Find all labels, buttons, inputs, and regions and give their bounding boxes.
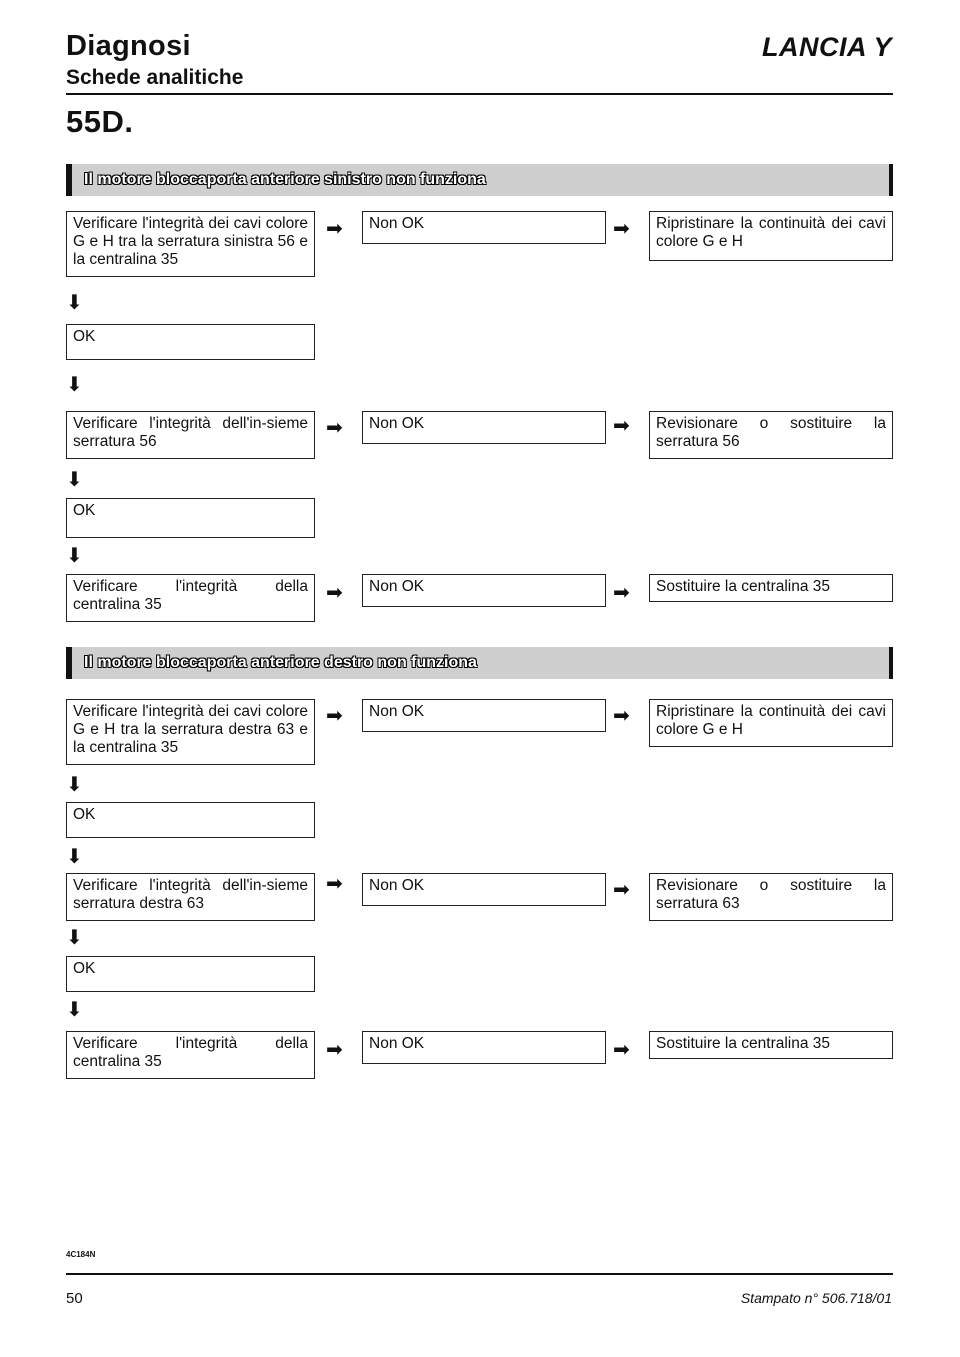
- header-divider: [66, 93, 893, 95]
- s1-step1-nok-box: Non OK: [362, 211, 606, 244]
- right-arrow-icon: ➡: [326, 1039, 343, 1061]
- down-arrow-icon: ⬇: [66, 545, 83, 567]
- page-title: Diagnosi: [66, 30, 191, 62]
- s1-step1-action-box: Ripristinare la continuità dei cavi colore G e H: [649, 211, 893, 261]
- s1-step3-nok-box: Non OK: [362, 574, 606, 607]
- print-reference: Stampato n° 506.718/01: [740, 1290, 892, 1306]
- section1-banner: Il motore bloccaporta anteriore sinistro non funziona: [66, 164, 893, 196]
- right-arrow-icon: ➡: [613, 705, 630, 727]
- right-arrow-icon: ➡: [326, 873, 343, 895]
- brand-label: LANCIA Y: [761, 32, 892, 62]
- right-arrow-icon: ➡: [613, 582, 630, 604]
- footer-divider: [66, 1273, 893, 1275]
- right-arrow-icon: ➡: [326, 582, 343, 604]
- s2-step3-action-box: Sostituire la centralina 35: [649, 1031, 893, 1059]
- section-number: 55D.: [66, 104, 134, 139]
- s1-step3-action-box: Sostituire la centralina 35: [649, 574, 893, 602]
- s2-step3-nok-box: Non OK: [362, 1031, 606, 1064]
- down-arrow-icon: ⬇: [66, 846, 83, 868]
- right-arrow-icon: ➡: [326, 218, 343, 240]
- s1-ok1-box: OK: [66, 324, 315, 360]
- right-arrow-icon: ➡: [326, 705, 343, 727]
- s1-step2-nok-box: Non OK: [362, 411, 606, 444]
- section2-banner: Il motore bloccaporta anteriore destro non funziona: [66, 647, 893, 679]
- s2-step1-action-box: Ripristinare la continuità dei cavi colore G e H: [649, 699, 893, 747]
- s2-ok1-box: OK: [66, 802, 315, 838]
- right-arrow-icon: ➡: [613, 415, 630, 437]
- down-arrow-icon: ⬇: [66, 774, 83, 796]
- s2-step3-box: Verificare l'integrità della centralina 35: [66, 1031, 315, 1079]
- page-number: 50: [66, 1290, 83, 1307]
- s1-step2-box: Verificare l'integrità dell'in-sieme serratura 56: [66, 411, 315, 459]
- s1-step1-box: Verificare l'integrità dei cavi colore G e H tra la serratura sinistra 56 e la centralina 35: [66, 211, 315, 277]
- page-subtitle: Schede analitiche: [66, 66, 244, 89]
- s2-step2-nok-box: Non OK: [362, 873, 606, 906]
- right-arrow-icon: ➡: [613, 879, 630, 901]
- s1-step3-box: Verificare l'integrità della centralina 35: [66, 574, 315, 622]
- down-arrow-icon: ⬇: [66, 292, 83, 314]
- down-arrow-icon: ⬇: [66, 374, 83, 396]
- right-arrow-icon: ➡: [613, 218, 630, 240]
- down-arrow-icon: ⬇: [66, 469, 83, 491]
- s2-step2-box: Verificare l'integrità dell'in-sieme serratura destra 63: [66, 873, 315, 921]
- s1-step2-action-box: Revisionare o sostituire la serratura 56: [649, 411, 893, 459]
- right-arrow-icon: ➡: [326, 417, 343, 439]
- s2-ok2-box: OK: [66, 956, 315, 992]
- right-arrow-icon: ➡: [613, 1039, 630, 1061]
- s2-step1-box: Verificare l'integrità dei cavi colore G e H tra la serratura destra 63 e la centralina 35: [66, 699, 315, 765]
- down-arrow-icon: ⬇: [66, 927, 83, 949]
- document-code: 4C184N: [66, 1250, 96, 1259]
- s1-ok2-box: OK: [66, 498, 315, 538]
- down-arrow-icon: ⬇: [66, 999, 83, 1021]
- s2-step1-nok-box: Non OK: [362, 699, 606, 732]
- s2-step2-action-box: Revisionare o sostituire la serratura 63: [649, 873, 893, 921]
